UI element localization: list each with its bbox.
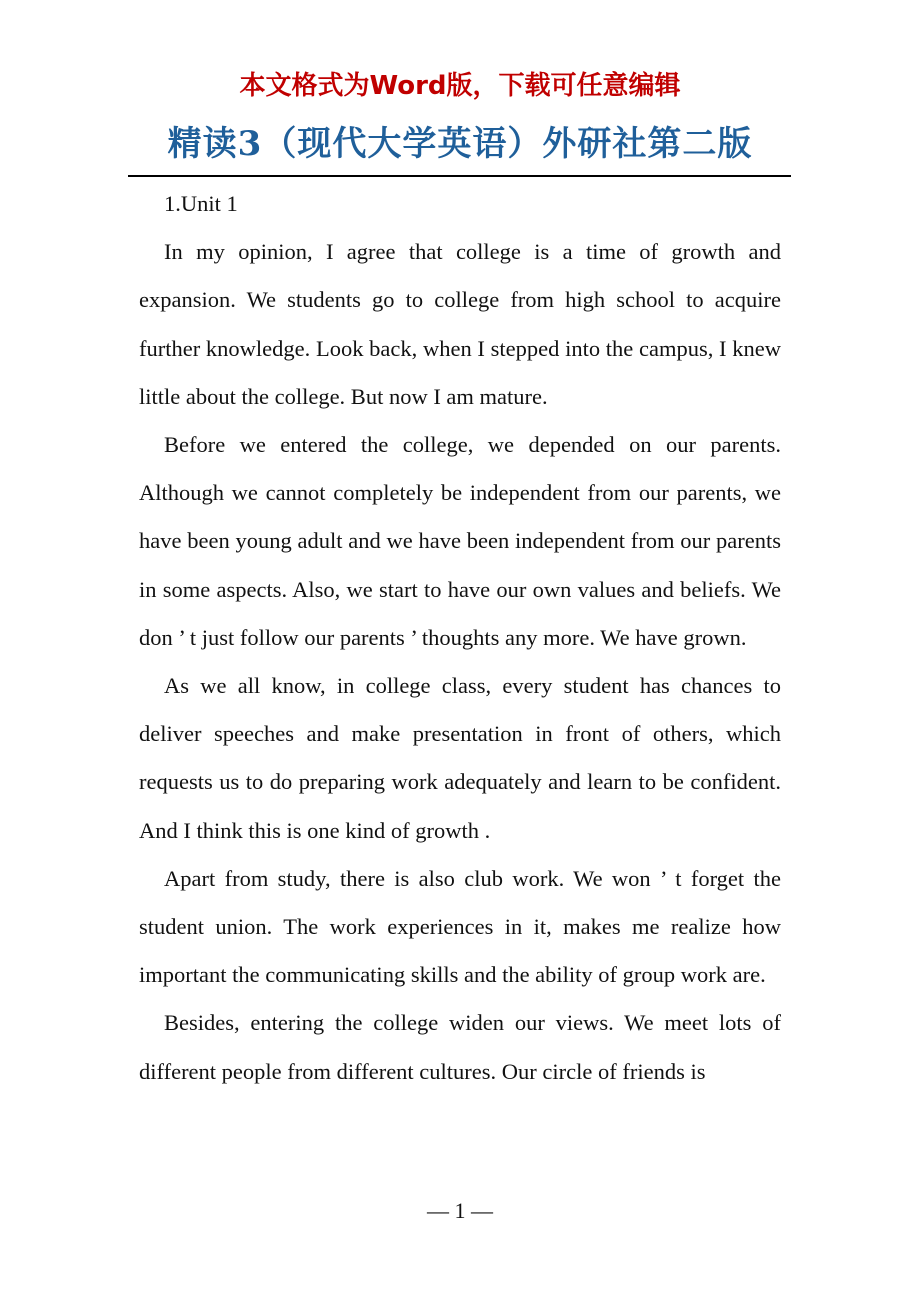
page-number: — 1 —	[427, 1198, 493, 1223]
unit-heading: 1.Unit 1	[164, 191, 238, 216]
format-notice: 本文格式为Word版，下载可任意编辑	[239, 71, 681, 101]
title-divider	[128, 175, 791, 177]
document-body	[139, 180, 781, 1096]
paragraph: Apart from study, there is also club work. We won ’ t forget the student union. The work experiences in it, makes me realize how important the communicating skills and the ability of group work are.	[139, 865, 781, 988]
paragraph: Before we entered the college, we depended on our parents. Although we cannot completely be independent from our parents, we have been young adult and we have been independent from our parents in some aspects. Also, we start to have our own values and beliefs. We don ’ t just follow our parents ’ thoughts any more. We have grown.	[139, 432, 781, 650]
paragraph: As we all know, in college class, every student has chances to deliver speeches and make presentation in front of others, which requests us to do preparing work adequately and learn to be confident. And I think this is one kind of growth .	[139, 673, 781, 843]
document-title: 精读3（现代大学英语）外研社第二版	[167, 124, 753, 164]
paragraph: Besides, entering the college widen our views. We meet lots of different people from different cultures. Our circle of friends is	[139, 1010, 781, 1084]
paragraph: In my opinion, I agree that college is a time of growth and expansion. We students go to college from high school to acquire further knowledge. Look back, when I stepped into the campus, I knew little about the college. But now I am mature.	[139, 239, 781, 409]
